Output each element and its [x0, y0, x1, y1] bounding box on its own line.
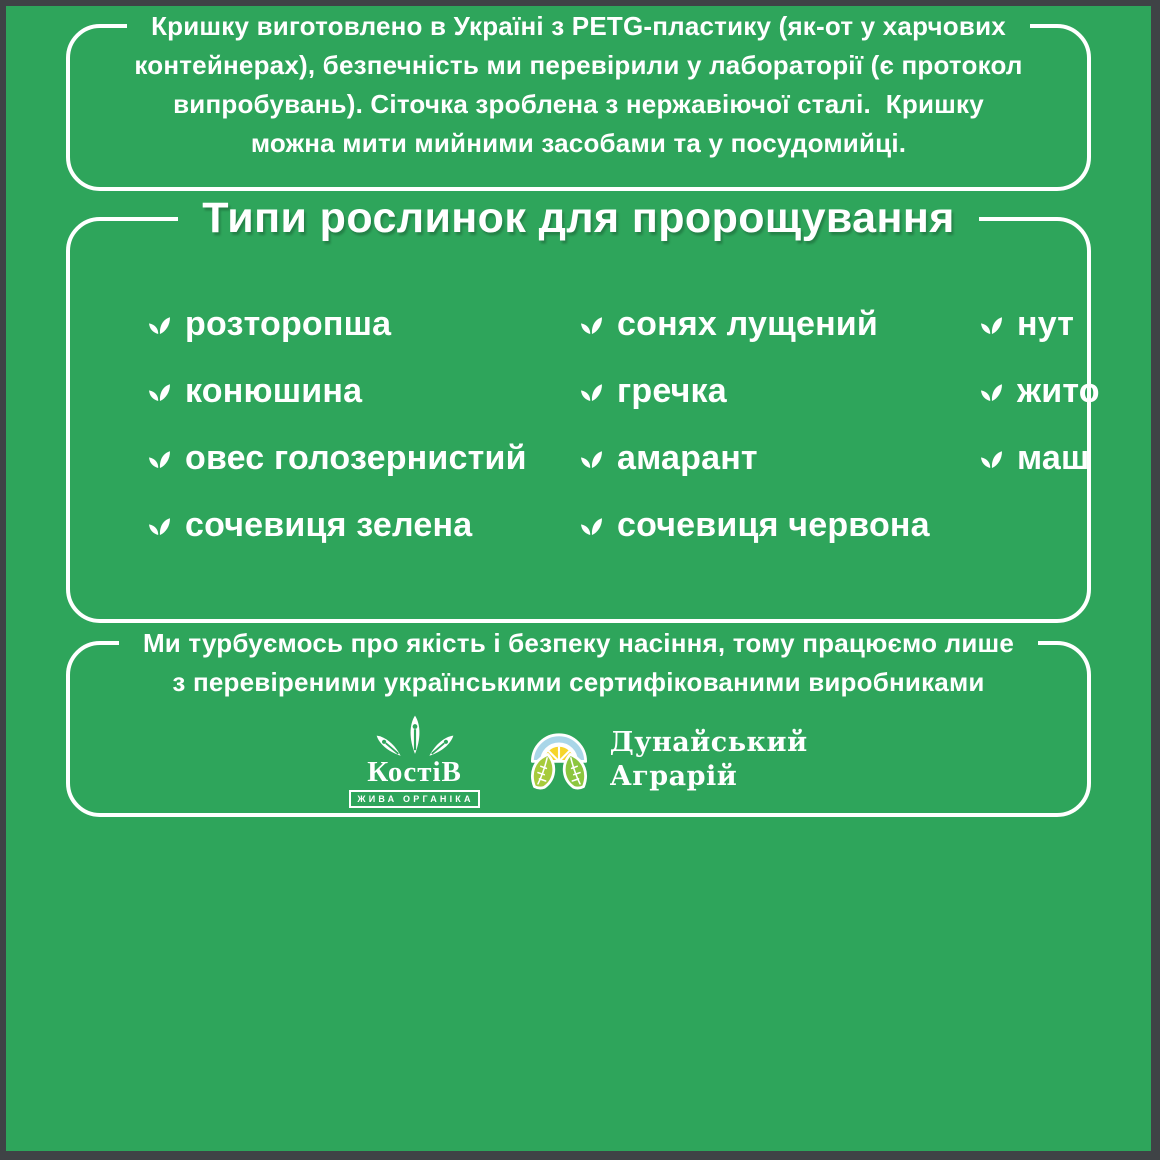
sprout-item — [578, 438, 978, 478]
sprout-list — [100, 246, 1100, 572]
lid-info-line-1: Кришку виготовлено в Україні з PETG-пластику (як-от у харчових — [151, 11, 1006, 41]
sprout-icon — [578, 445, 604, 471]
lid-info-box — [66, 6, 1091, 191]
sprout-item — [578, 371, 978, 411]
sprout-item-label: амарант — [617, 438, 758, 477]
lid-info-line-3: випробувань). Сіточка зроблена з нержавіючої сталі. Кришку — [173, 89, 984, 119]
sprout-item-label: гречка — [617, 371, 727, 410]
quality-line-1: Ми турбуємось про якість і безпеку насіння, тому працюємо лише — [142, 628, 1015, 658]
sprout-item — [146, 304, 578, 344]
sprout-item-label: маш — [1017, 438, 1090, 477]
dunaisky-emblem-icon — [524, 725, 594, 795]
sprout-icon — [146, 311, 172, 337]
sprout-icon — [146, 378, 172, 404]
sprout-icon — [978, 445, 1004, 471]
sprout-item — [146, 438, 578, 478]
dunaisky-name-line1: Дунайський — [609, 727, 808, 759]
sprout-item-label: овес голозернистий — [185, 438, 527, 477]
sprout-item — [146, 505, 578, 545]
dunaisky-logo — [524, 725, 808, 795]
sprout-column-2 — [578, 304, 978, 572]
dunaisky-name — [610, 726, 808, 794]
sprout-item — [978, 304, 1100, 344]
sprout-item-label: розторопша — [185, 304, 392, 343]
dunaisky-name-line2: Аграрій — [609, 761, 738, 792]
sprout-item — [578, 505, 978, 545]
kostiv-logo — [349, 712, 479, 808]
sprout-item — [978, 371, 1100, 411]
sprout-icon — [146, 445, 172, 471]
sprout-item — [978, 438, 1100, 478]
sprout-item-label: сонях лущений — [617, 304, 879, 343]
sprout-item — [146, 371, 578, 411]
sprout-item-label: нут — [1017, 304, 1075, 343]
lid-info-line-4: можна мити мийними засобами та у посудомийці. — [250, 128, 907, 158]
sprout-item-label: сочевиця червона — [617, 505, 930, 544]
sprout-item — [578, 304, 978, 344]
kostiv-tagline: ЖИВА ОРГАНІКА — [349, 790, 479, 808]
quality-line-2: з перевіреними українськими сертифікованими виробниками — [172, 667, 985, 697]
producer-logos — [100, 712, 1057, 808]
lid-info-line-2: контейнерах), безпечність ми перевірили у лабораторії (є протокол — [134, 50, 1023, 80]
sprout-item-label: жито — [1017, 371, 1100, 410]
sprout-item-label: сочевиця зелена — [185, 505, 473, 544]
sprout-types-title: Типи рослинок для пророщування — [202, 194, 955, 242]
sprout-icon — [578, 311, 604, 337]
kostiv-leaves-icon — [365, 712, 465, 762]
sprout-icon — [578, 512, 604, 538]
sprout-column-3 — [978, 304, 1100, 572]
sprout-icon — [578, 378, 604, 404]
sprout-column-1 — [146, 304, 578, 572]
quality-box — [66, 623, 1091, 817]
sprout-icon — [146, 512, 172, 538]
sprout-icon — [978, 378, 1004, 404]
kostiv-name: КостіВ — [367, 756, 462, 788]
sprout-item-label: конюшина — [185, 371, 363, 410]
sprout-types-box — [66, 191, 1100, 623]
sprout-icon — [978, 311, 1004, 337]
